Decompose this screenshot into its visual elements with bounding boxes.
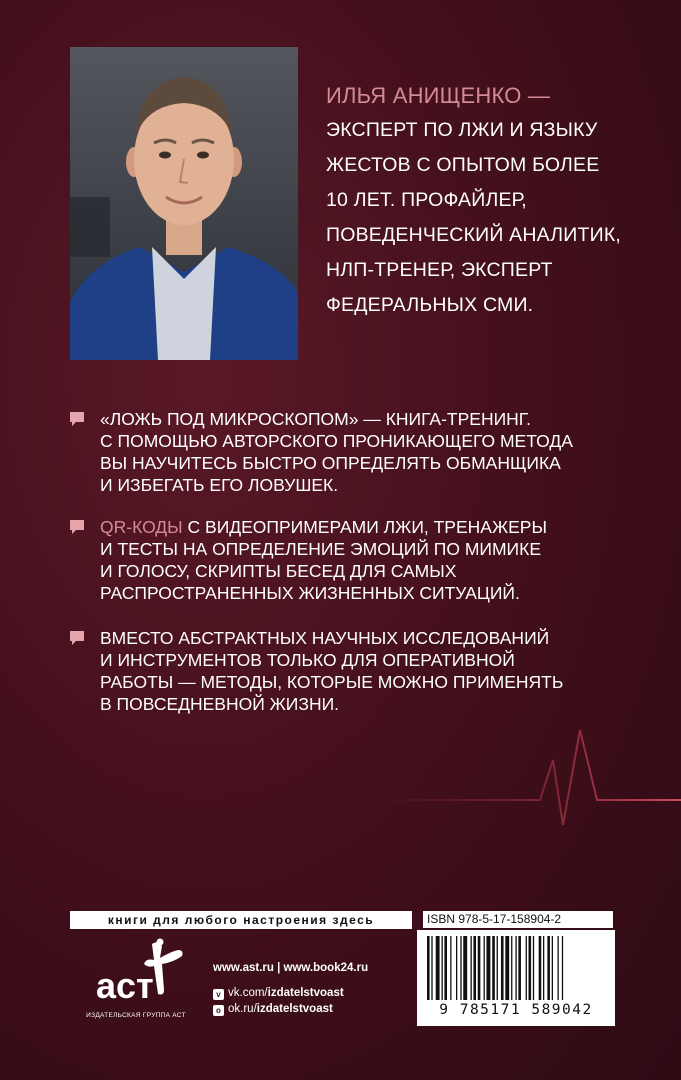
author-bio-line: ЖЕСТОВ С ОПЫТОМ БОЛЕЕ — [326, 154, 600, 176]
barcode-bar — [505, 936, 509, 1000]
barcode-bar — [515, 936, 516, 1000]
barcode-bar — [526, 936, 527, 1000]
speech-bubble-icon — [70, 412, 84, 426]
feature-bullet — [70, 516, 630, 604]
speech-bubble-icon — [70, 631, 84, 645]
bullet-line: И ИЗБЕГАТЬ ЕГО ЛОВУШЕК. — [100, 475, 339, 495]
barcode-digits: 9 785171 589042 — [439, 1002, 593, 1018]
barcode-bar — [511, 936, 512, 1000]
barcode-bar — [442, 936, 443, 1000]
barcode-bar — [444, 936, 447, 1000]
barcode-bar — [497, 936, 498, 1000]
publisher-websites[interactable]: www.ast.ru | www.book24.ru — [213, 962, 369, 974]
barcode-bar — [518, 936, 521, 1000]
author-bio-line: ПОВЕДЕНЧЕСКИЙ АНАЛИТИК, — [326, 224, 622, 246]
author-bio-line: 10 ЛЕТ. ПРОФАЙЛЕР, — [326, 189, 527, 211]
author-name: ИЛЬЯ АНИЩЕНКО — — [326, 83, 551, 108]
author-bio — [326, 78, 656, 323]
bullet-line: ВЫ НАУЧИТЕСЬ БЫСТРО ОПРЕДЕЛЯТЬ ОБМАНЩИКА — [100, 453, 561, 473]
vk-link[interactable] — [213, 986, 344, 1000]
feature-bullet — [70, 627, 630, 715]
ast-logo — [90, 938, 190, 1008]
barcode-bar — [533, 936, 534, 1000]
barcode-bar — [473, 936, 476, 1000]
feature-bullet — [70, 408, 630, 496]
bullet-line: «ЛОЖЬ ПОД МИКРОСКОПОМ» — КНИГА-ТРЕНИНГ. — [100, 409, 531, 429]
barcode-bar — [436, 936, 440, 1000]
barcode-bar — [484, 936, 485, 1000]
barcode-bar — [562, 936, 563, 1000]
barcode-bar — [456, 936, 457, 1000]
barcode-bar — [539, 936, 542, 1000]
bullet-line: В ПОВСЕДНЕВНОЙ ЖИЗНИ. — [100, 694, 340, 714]
author-bio-line: НЛП-ТРЕНЕР, ЭКСПЕРТ — [326, 259, 553, 281]
barcode-bar — [431, 936, 432, 1000]
barcode-bar — [543, 936, 544, 1000]
ok-link[interactable] — [213, 1002, 333, 1016]
barcode-bar — [463, 936, 467, 1000]
author-photo — [70, 47, 298, 360]
bullet-line — [100, 516, 630, 538]
barcode-bar — [478, 936, 481, 1000]
bullet-line: РАБОТЫ — МЕТОДЫ, КОТОРЫЕ МОЖНО ПРИМЕНЯТЬ — [100, 672, 564, 692]
bullet-line: С ПОМОЩЬЮ АВТОРСКОГО ПРОНИКАЮЩЕГО МЕТОДА — [100, 431, 573, 451]
vk-prefix: vk.com/ — [228, 987, 268, 999]
speech-bubble-icon — [70, 520, 84, 534]
barcode-bar — [460, 936, 461, 1000]
barcode-bar — [471, 936, 472, 1000]
author-bio-line: ЭКСПЕРТ ПО ЛЖИ И ЯЗЫКУ — [326, 119, 598, 141]
ok-handle: izdatelstvoast — [256, 1003, 333, 1015]
barcode-bar — [529, 936, 532, 1000]
tagline-banner: книги для любого настроения здесь — [70, 911, 412, 929]
logo-text: аст — [96, 965, 154, 1006]
barcode-bar — [501, 936, 504, 1000]
publisher-name: ИЗДАТЕЛЬСКАЯ ГРУППА АСТ — [86, 1012, 186, 1019]
vk-icon: v — [213, 989, 224, 1000]
bullet-line: РАСПРОСТРАНЕННЫХ ЖИЗНЕННЫХ СИТУАЦИЙ. — [100, 583, 520, 603]
qr-codes-highlight: QR-КОДЫ — [100, 517, 183, 537]
bullet-line-rest: С ВИДЕОПРИМЕРАМИ ЛЖИ, ТРЕНАЖЕРЫ — [182, 517, 547, 537]
bullet-line: ВМЕСТО АБСТРАКТНЫХ НАУЧНЫХ ИССЛЕДОВАНИЙ — [100, 628, 550, 648]
barcode-bar — [492, 936, 495, 1000]
barcode-bar — [427, 936, 430, 1000]
barcode-bar — [547, 936, 550, 1000]
barcode-bar — [552, 936, 553, 1000]
bullet-line: И ТЕСТЫ НА ОПРЕДЕЛЕНИЕ ЭМОЦИЙ ПО МИМИКЕ — [100, 539, 542, 559]
barcode-bar — [450, 936, 451, 1000]
barcode-bars — [427, 936, 605, 1000]
barcode-bar — [558, 936, 559, 1000]
ok-prefix: ok.ru/ — [228, 1003, 257, 1015]
author-bio-line: ФЕДЕРАЛЬНЫХ СМИ. — [326, 294, 534, 316]
bullet-line: И ГОЛОСУ, СКРИПТЫ БЕСЕД ДЛЯ САМЫХ — [100, 561, 457, 581]
isbn-label: ISBN 978-5-17-158904-2 — [423, 911, 613, 928]
bullet-line: И ИНСТРУМЕНТОВ ТОЛЬКО ДЛЯ ОПЕРАТИВНОЙ — [100, 650, 515, 670]
vk-handle: izdatelstvoast — [267, 987, 344, 999]
ok-icon: o — [213, 1005, 224, 1016]
barcode — [417, 930, 615, 1026]
barcode-bar — [486, 936, 490, 1000]
